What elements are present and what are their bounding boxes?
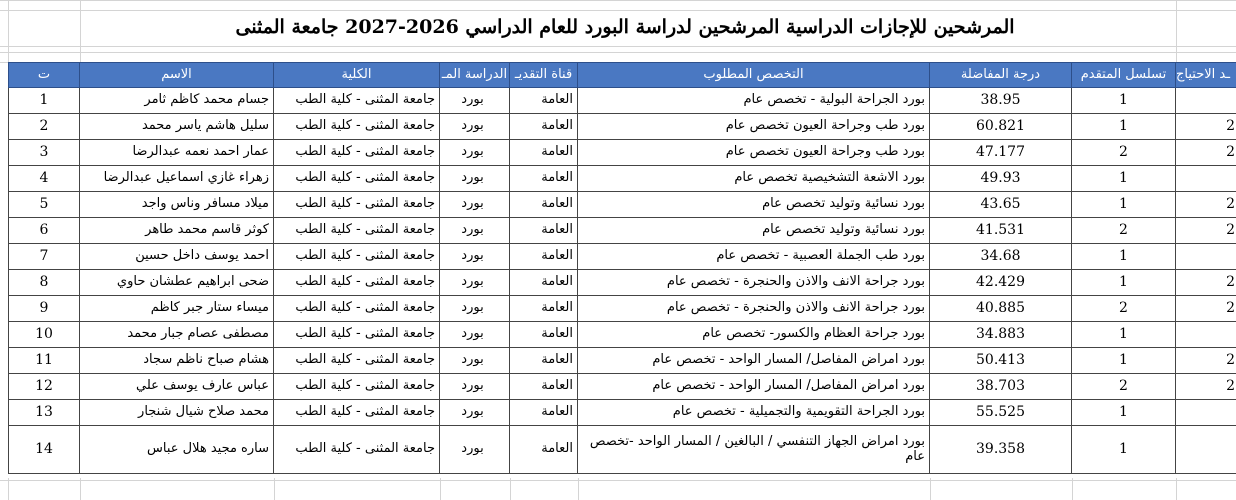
- header-score[interactable]: درجة المفاضلة: [930, 62, 1072, 88]
- cell-college[interactable]: جامعة المثنى - كلية الطب: [274, 88, 440, 114]
- cell-specialization[interactable]: بورد امراض الجهاز التنفسي / البالغين / المسار الواحد -تخصص عام: [578, 426, 930, 474]
- cell-score[interactable]: 38.703: [930, 374, 1072, 400]
- cell-need[interactable]: [1176, 426, 1236, 474]
- cell-serial[interactable]: 5: [8, 192, 80, 218]
- cell-study[interactable]: بورد: [440, 114, 510, 140]
- cell-serial[interactable]: 1: [8, 88, 80, 114]
- cell-need[interactable]: 2: [1176, 296, 1236, 322]
- header-college[interactable]: الكلية: [274, 62, 440, 88]
- cell-score[interactable]: 41.531: [930, 218, 1072, 244]
- cell-serial[interactable]: 7: [8, 244, 80, 270]
- cell-name[interactable]: جسام محمد كاظم ثامر: [80, 88, 274, 114]
- cell-name[interactable]: ميلاد مسافر وناس واجد: [80, 192, 274, 218]
- cell-college[interactable]: جامعة المثنى - كلية الطب: [274, 426, 440, 474]
- cell-serial[interactable]: 6: [8, 218, 80, 244]
- cell-need[interactable]: [1176, 88, 1236, 114]
- cell-channel[interactable]: العامة: [510, 296, 578, 322]
- cell-name[interactable]: محمد صلاح شيال شنجار: [80, 400, 274, 426]
- cell-specialization[interactable]: بورد الاشعة التشخيصية تخصص عام: [578, 166, 930, 192]
- cell-need[interactable]: [1176, 322, 1236, 348]
- cell-serial[interactable]: 2: [8, 114, 80, 140]
- cell-channel[interactable]: العامة: [510, 270, 578, 296]
- cell-name[interactable]: ميساء ستار جبر كاظم: [80, 296, 274, 322]
- cell-specialization[interactable]: بورد نسائية وتوليد تخصص عام: [578, 192, 930, 218]
- cell-study[interactable]: بورد: [440, 270, 510, 296]
- cell-score[interactable]: 49.93: [930, 166, 1072, 192]
- cell-specialization[interactable]: بورد طب وجراحة العيون تخصص عام: [578, 140, 930, 166]
- cell-sequence[interactable]: 2: [1072, 374, 1176, 400]
- cell-channel[interactable]: العامة: [510, 348, 578, 374]
- cell-need[interactable]: 2: [1176, 140, 1236, 166]
- cell-score[interactable]: 40.885: [930, 296, 1072, 322]
- header-name[interactable]: الاسم: [80, 62, 274, 88]
- cell-channel[interactable]: العامة: [510, 244, 578, 270]
- cell-sequence[interactable]: 2: [1072, 140, 1176, 166]
- cell-serial[interactable]: 8: [8, 270, 80, 296]
- cell-serial[interactable]: 3: [8, 140, 80, 166]
- header-specialization[interactable]: التخصص المطلوب: [578, 62, 930, 88]
- cell-college[interactable]: جامعة المثنى - كلية الطب: [274, 114, 440, 140]
- cell-score[interactable]: 60.821: [930, 114, 1072, 140]
- cell-college[interactable]: جامعة المثنى - كلية الطب: [274, 244, 440, 270]
- cell-study[interactable]: بورد: [440, 322, 510, 348]
- cell-score[interactable]: 38.95: [930, 88, 1072, 114]
- cell-study[interactable]: بورد: [440, 88, 510, 114]
- cell-sequence[interactable]: 2: [1072, 218, 1176, 244]
- sheet-title[interactable]: المرشحين للإجازات الدراسية المرشحين لدراسة البورد للعام الدراسي 2026-2027 جامعة المثنى: [235, 16, 1015, 39]
- cell-channel[interactable]: العامة: [510, 114, 578, 140]
- cell-sequence[interactable]: 1: [1072, 166, 1176, 192]
- cell-sequence[interactable]: 1: [1072, 348, 1176, 374]
- cell-name[interactable]: عمار احمد نعمه عبدالرضا: [80, 140, 274, 166]
- cell-college[interactable]: جامعة المثنى - كلية الطب: [274, 166, 440, 192]
- cell-name[interactable]: هشام صباح ناظم سجاد: [80, 348, 274, 374]
- cell-channel[interactable]: العامة: [510, 88, 578, 114]
- cell-study[interactable]: بورد: [440, 374, 510, 400]
- cell-college[interactable]: جامعة المثنى - كلية الطب: [274, 322, 440, 348]
- cell-name[interactable]: عباس عارف يوسف علي: [80, 374, 274, 400]
- cell-college[interactable]: جامعة المثنى - كلية الطب: [274, 140, 440, 166]
- cell-score[interactable]: 50.413: [930, 348, 1072, 374]
- cell-study[interactable]: بورد: [440, 296, 510, 322]
- cell-score[interactable]: 47.177: [930, 140, 1072, 166]
- cell-channel[interactable]: العامة: [510, 218, 578, 244]
- cell-specialization[interactable]: بورد امراض المفاصل/ المسار الواحد - تخصص عام: [578, 348, 930, 374]
- cell-serial[interactable]: 9: [8, 296, 80, 322]
- cell-name[interactable]: ساره مجيد هلال عباس: [80, 426, 274, 474]
- cell-score[interactable]: 42.429: [930, 270, 1072, 296]
- cell-channel[interactable]: العامة: [510, 322, 578, 348]
- cell-need[interactable]: 2: [1176, 192, 1236, 218]
- cell-need[interactable]: 2: [1176, 218, 1236, 244]
- cell-channel[interactable]: العامة: [510, 166, 578, 192]
- cell-study[interactable]: بورد: [440, 166, 510, 192]
- cell-need[interactable]: 2: [1176, 270, 1236, 296]
- cell-specialization[interactable]: بورد جراحة الانف والاذن والحنجرة - تخصص عام: [578, 296, 930, 322]
- cell-channel[interactable]: العامة: [510, 374, 578, 400]
- cell-name[interactable]: احمد يوسف داخل حسين: [80, 244, 274, 270]
- cell-college[interactable]: جامعة المثنى - كلية الطب: [274, 218, 440, 244]
- cell-channel[interactable]: العامة: [510, 192, 578, 218]
- cell-serial[interactable]: 4: [8, 166, 80, 192]
- cell-need[interactable]: 2: [1176, 114, 1236, 140]
- cell-sequence[interactable]: 1: [1072, 192, 1176, 218]
- cell-study[interactable]: بورد: [440, 140, 510, 166]
- cell-specialization[interactable]: بورد جراحة الانف والاذن والحنجرة - تخصص عام: [578, 270, 930, 296]
- cell-score[interactable]: 39.358: [930, 426, 1072, 474]
- cell-need[interactable]: 2: [1176, 348, 1236, 374]
- cell-specialization[interactable]: بورد امراض المفاصل/ المسار الواحد - تخصص عام: [578, 374, 930, 400]
- cell-score[interactable]: 34.883: [930, 322, 1072, 348]
- cell-channel[interactable]: العامة: [510, 426, 578, 474]
- cell-sequence[interactable]: 1: [1072, 244, 1176, 270]
- cell-name[interactable]: كوثر قاسم محمد طاهر: [80, 218, 274, 244]
- cell-serial[interactable]: 10: [8, 322, 80, 348]
- header-channel[interactable]: قناة التقديـ: [510, 62, 578, 88]
- cell-serial[interactable]: 12: [8, 374, 80, 400]
- cell-specialization[interactable]: بورد الجراحة التقويمية والتجميلية - تخصص عام: [578, 400, 930, 426]
- cell-need[interactable]: [1176, 400, 1236, 426]
- cell-name[interactable]: مصطفى عصام جبار محمد: [80, 322, 274, 348]
- cell-need[interactable]: [1176, 244, 1236, 270]
- cell-college[interactable]: جامعة المثنى - كلية الطب: [274, 400, 440, 426]
- cell-sequence[interactable]: 2: [1072, 296, 1176, 322]
- cell-sequence[interactable]: 1: [1072, 270, 1176, 296]
- header-serial[interactable]: ت: [8, 62, 80, 88]
- cell-serial[interactable]: 13: [8, 400, 80, 426]
- cell-college[interactable]: جامعة المثنى - كلية الطب: [274, 192, 440, 218]
- cell-study[interactable]: بورد: [440, 348, 510, 374]
- header-need[interactable]: ـد الاحتياج: [1176, 62, 1236, 88]
- cell-specialization[interactable]: بورد نسائية وتوليد تخصص عام: [578, 218, 930, 244]
- cell-college[interactable]: جامعة المثنى - كلية الطب: [274, 296, 440, 322]
- cell-sequence[interactable]: 1: [1072, 114, 1176, 140]
- cell-sequence[interactable]: 1: [1072, 322, 1176, 348]
- cell-serial[interactable]: 14: [8, 426, 80, 474]
- cell-need[interactable]: [1176, 166, 1236, 192]
- cell-college[interactable]: جامعة المثنى - كلية الطب: [274, 348, 440, 374]
- cell-need[interactable]: 2: [1176, 374, 1236, 400]
- cell-channel[interactable]: العامة: [510, 400, 578, 426]
- cell-name[interactable]: ضحى ابراهيم عطشان حاوي: [80, 270, 274, 296]
- cell-study[interactable]: بورد: [440, 192, 510, 218]
- cell-sequence[interactable]: 1: [1072, 400, 1176, 426]
- header-sequence[interactable]: تسلسل المتقدم: [1072, 62, 1176, 88]
- cell-score[interactable]: 55.525: [930, 400, 1072, 426]
- cell-specialization[interactable]: بورد طب الجملة العصبية - تخصص عام: [578, 244, 930, 270]
- cell-study[interactable]: بورد: [440, 244, 510, 270]
- cell-study[interactable]: بورد: [440, 426, 510, 474]
- header-study[interactable]: الدراسة المـ: [440, 62, 510, 88]
- cell-score[interactable]: 43.65: [930, 192, 1072, 218]
- cell-college[interactable]: جامعة المثنى - كلية الطب: [274, 270, 440, 296]
- cell-study[interactable]: بورد: [440, 218, 510, 244]
- cell-specialization[interactable]: بورد طب وجراحة العيون تخصص عام: [578, 114, 930, 140]
- cell-score[interactable]: 34.68: [930, 244, 1072, 270]
- cell-name[interactable]: سليل هاشم ياسر محمد: [80, 114, 274, 140]
- cell-sequence[interactable]: 1: [1072, 88, 1176, 114]
- cell-college[interactable]: جامعة المثنى - كلية الطب: [274, 374, 440, 400]
- cell-name[interactable]: زهراء غازي اسماعيل عبدالرضا: [80, 166, 274, 192]
- cell-channel[interactable]: العامة: [510, 140, 578, 166]
- cell-specialization[interactable]: بورد الجراحة البولية - تخصص عام: [578, 88, 930, 114]
- cell-study[interactable]: بورد: [440, 400, 510, 426]
- cell-specialization[interactable]: بورد جراحة العظام والكسور- تخصص عام: [578, 322, 930, 348]
- cell-serial[interactable]: 11: [8, 348, 80, 374]
- cell-sequence[interactable]: 1: [1072, 426, 1176, 474]
